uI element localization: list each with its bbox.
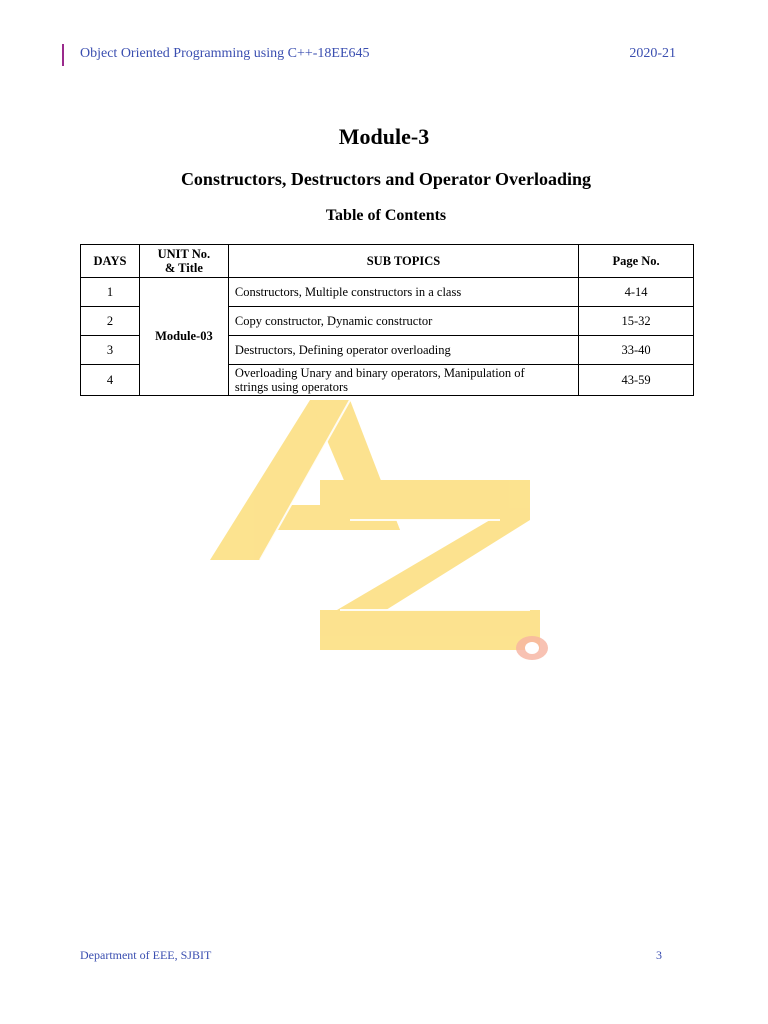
module-subtitle: Constructors, Destructors and Operator Overloading [180,169,592,189]
header-accent-bar [62,44,64,66]
footer-page-number: 3 [656,948,662,962]
col-header-days: DAYS [81,245,140,278]
page-cell: 43-59 [579,365,694,396]
col-header-unit-line2: & Title [164,261,203,275]
page-cell: 4-14 [579,278,694,307]
topic-cell: Destructors, Defining operator overloading [228,336,578,365]
az-watermark-logo [200,380,560,670]
col-header-unit-line1: UNIT No. [157,247,211,261]
topic-line-1: Overloading Unary and binary operators, Manipulation of [234,366,525,380]
header-academic-year: 2020-21 [629,46,676,61]
topic-cell: Constructors, Multiple constructors in a class [228,278,578,307]
col-header-subtopics: SUB TOPICS [228,245,578,278]
col-header-unit [139,245,228,278]
module-title: Module-3 [338,124,430,149]
toc-header-row [81,245,694,278]
toc-heading: Table of Contents [325,207,447,224]
table-row [81,278,694,307]
header-course-title: Object Oriented Programming using C++-18EE645 [80,46,370,61]
topic-line-2: strings using operators [234,380,349,394]
unit-cell: Module-03 [139,278,228,396]
day-cell: 3 [81,336,140,365]
col-header-page: Page No. [579,245,694,278]
toc-table [80,244,694,396]
day-cell: 4 [81,365,140,396]
page-cell: 15-32 [579,307,694,336]
topic-cell: Copy constructor, Dynamic constructor [228,307,578,336]
day-cell: 2 [81,307,140,336]
topic-cell [228,365,578,396]
page-cell: 33-40 [579,336,694,365]
day-cell: 1 [81,278,140,307]
footer-department: Department of EEE, SJBIT [80,948,212,962]
